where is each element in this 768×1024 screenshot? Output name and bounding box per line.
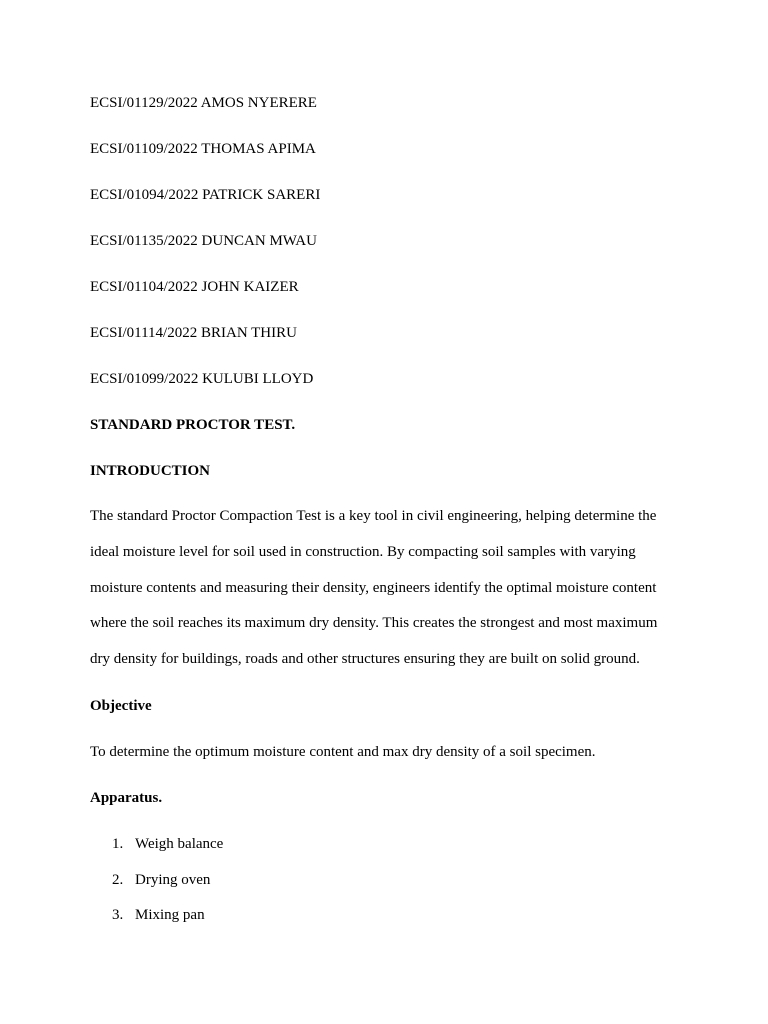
member-line: ECSI/01109/2022 THOMAS APIMA <box>90 141 316 157</box>
paragraph-line: ideal moisture level for soil used in construction. By compacting soil samples with varying <box>90 543 636 560</box>
objective-heading: Objective <box>90 698 152 714</box>
member-line: ECSI/01129/2022 AMOS NYERERE <box>90 95 317 111</box>
member-line: ECSI/01094/2022 PATRICK SARERI <box>90 187 321 203</box>
introduction-paragraph <box>90 499 680 678</box>
list-number: 3. <box>112 907 124 923</box>
list-text: Mixing pan <box>135 907 205 923</box>
apparatus-heading: Apparatus. <box>90 790 163 806</box>
objective-text: To determine the optimum moisture content and max dry density of a soil specimen. <box>90 744 596 760</box>
paragraph-line: The standard Proctor Compaction Test is a key tool in civil engineering, helping determine the <box>90 508 657 524</box>
paragraph-line: moisture contents and measuring their density, engineers identify the optimal moisture content <box>90 579 657 596</box>
member-line: ECSI/01114/2022 BRIAN THIRU <box>90 325 297 341</box>
member-line: ECSI/01099/2022 KULUBI LLOYD <box>90 371 314 387</box>
list-number: 1. <box>112 836 124 852</box>
list-text: Weigh balance <box>135 836 224 852</box>
member-line: ECSI/01135/2022 DUNCAN MWAU <box>90 233 317 249</box>
document-title: STANDARD PROCTOR TEST. <box>90 417 296 433</box>
list-text: Drying oven <box>135 872 211 888</box>
member-line: ECSI/01104/2022 JOHN KAIZER <box>90 279 299 295</box>
paragraph-line: dry density for buildings, roads and other structures ensuring they are built on solid ground. <box>90 651 640 668</box>
introduction-heading: INTRODUCTION <box>90 463 211 479</box>
paragraph-line: where the soil reaches its maximum dry density. This creates the strongest and most maximum <box>90 615 658 632</box>
list-number: 2. <box>112 872 124 888</box>
